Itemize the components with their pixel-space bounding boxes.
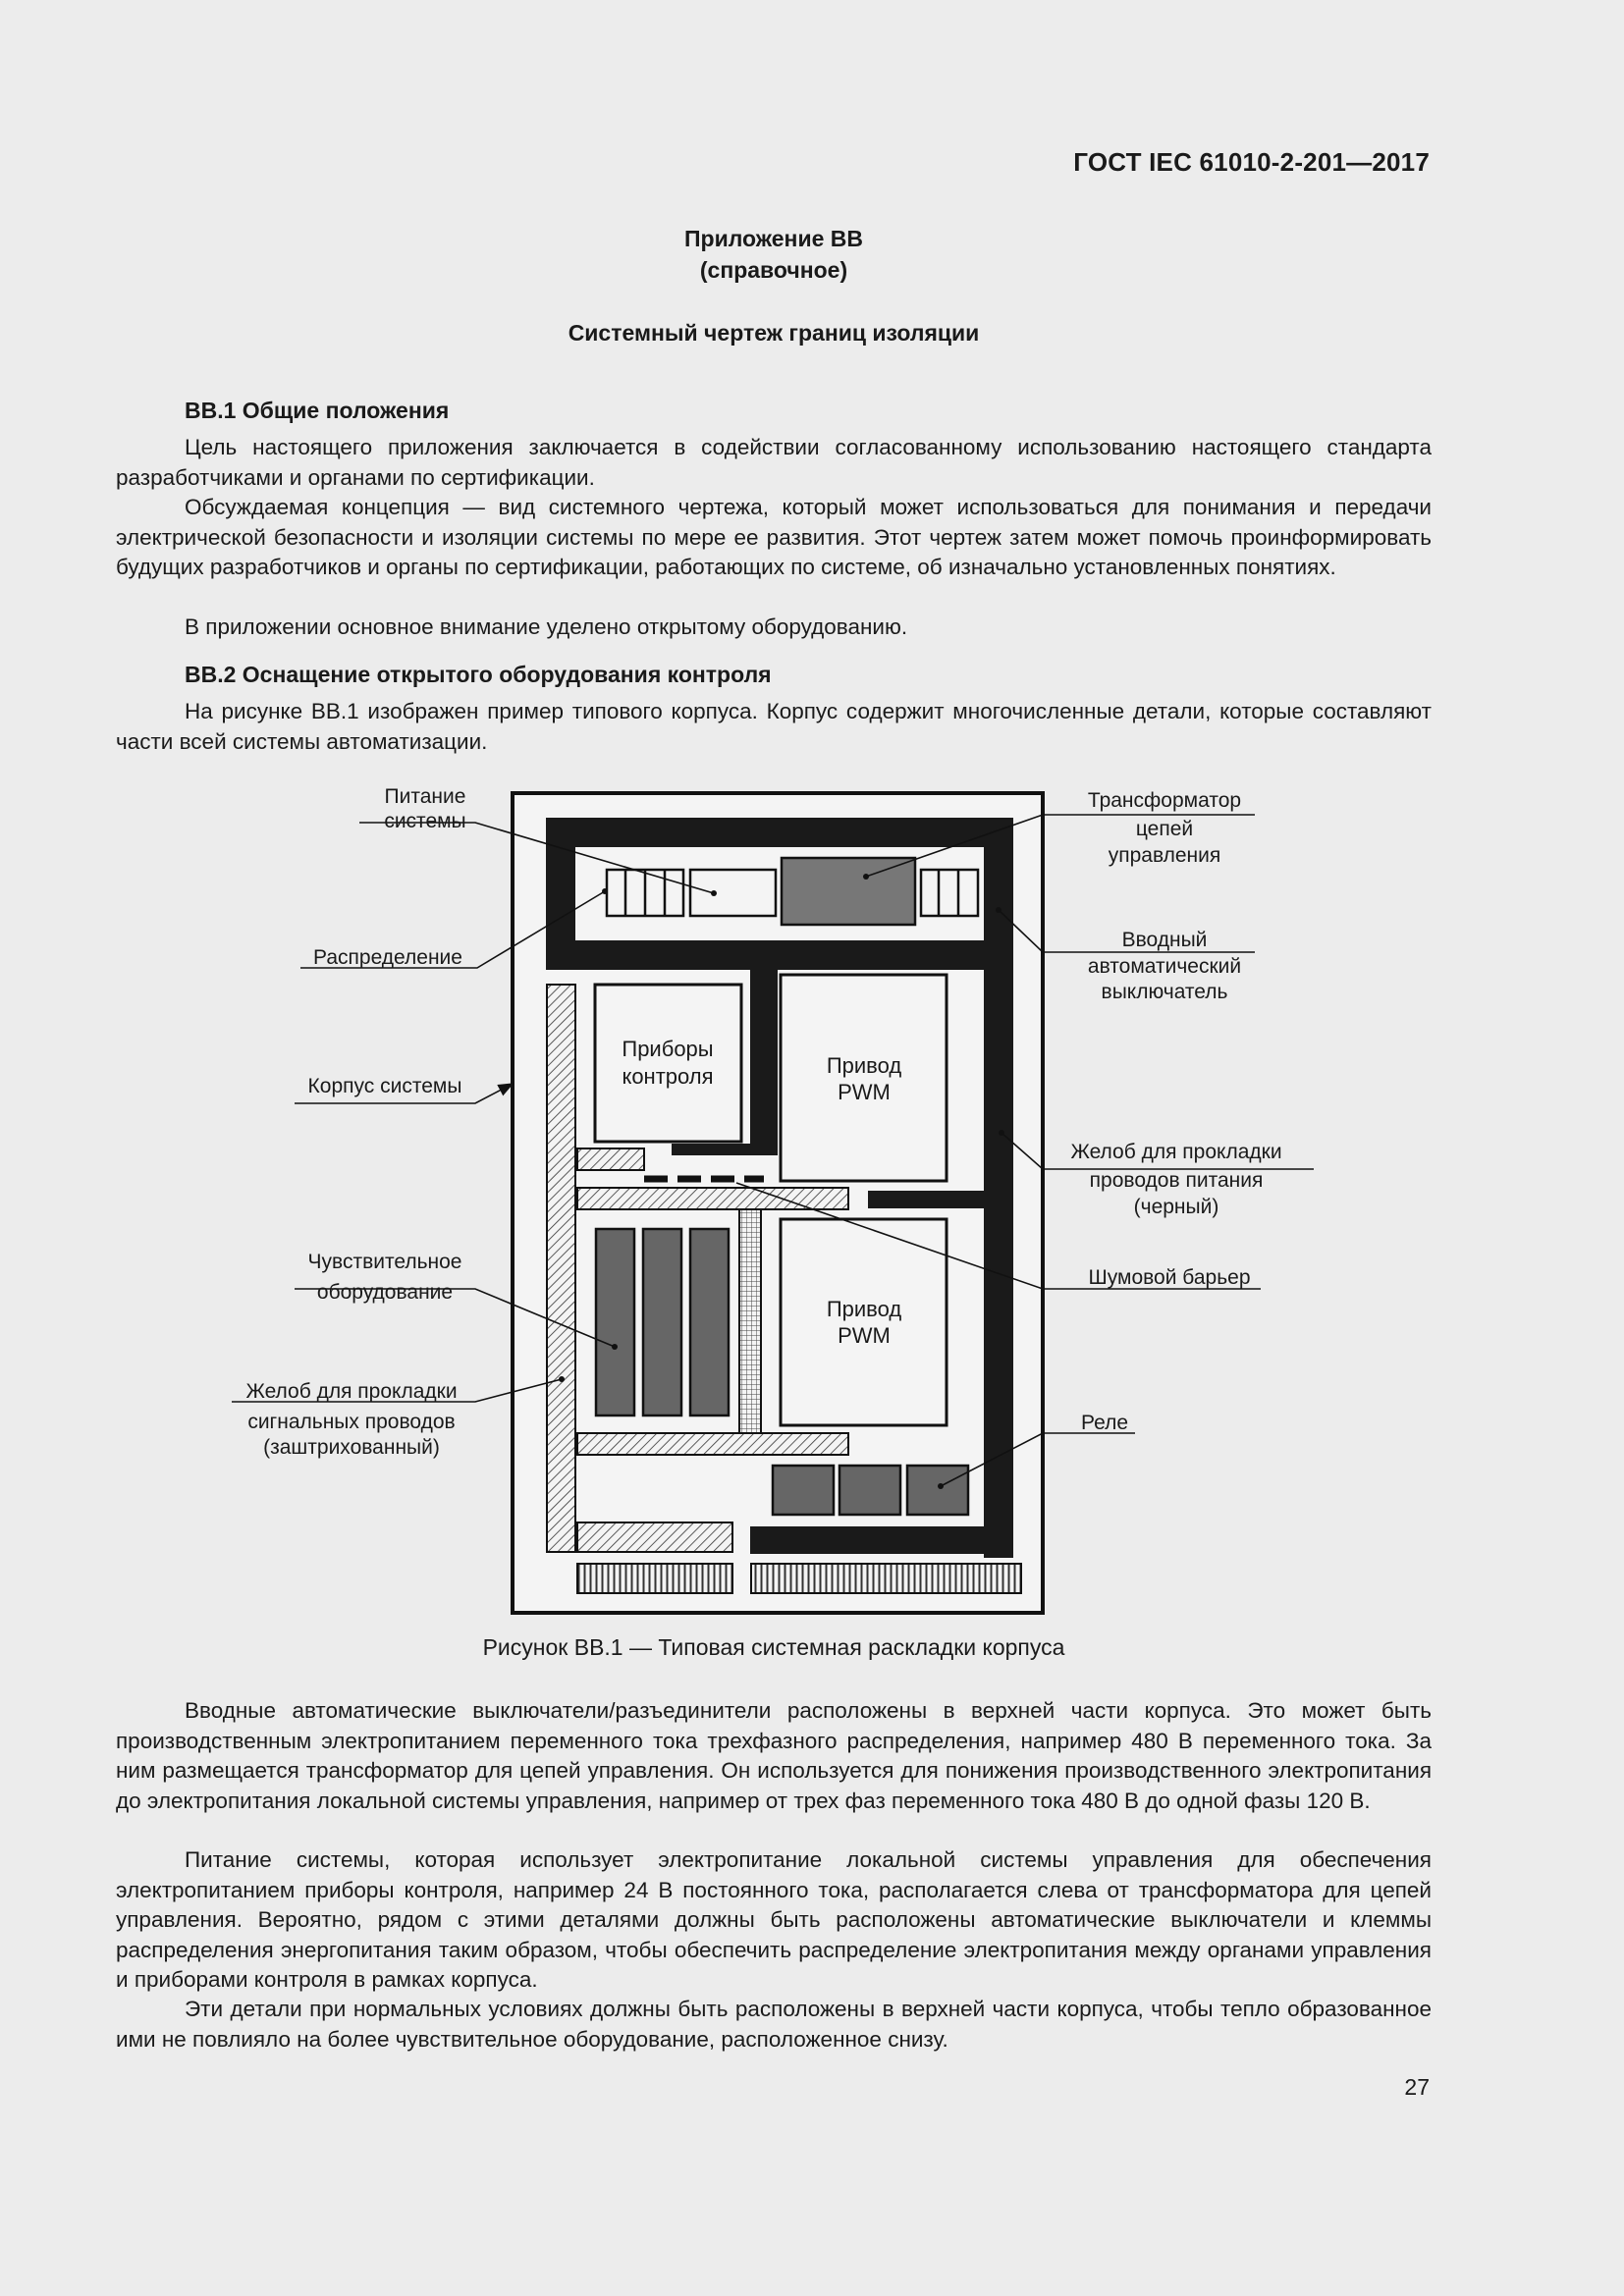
label-transformer: Трансформатор [1087, 789, 1242, 812]
label-transformer: управления [1108, 844, 1221, 867]
page-number: 27 [1404, 2074, 1430, 2100]
paragraph: Питание системы, которая использует электропитание локальной системы управления для обеспечения электропитанием приборы контроля, например 24 В постоянного тока, располагается слева от трансформатора для цепей управления. Вероятно, рядом с этими деталями должны быть расположены автоматические выключатели и клеммы распределения энергопитания таким образом, чтобы обеспечить распределение электропитания между органами управления и приборами контроля в рамках корпуса. [116, 1847, 1432, 1992]
pwm-drive-top [781, 975, 947, 1181]
label-relay: Реле [1081, 1412, 1128, 1434]
annex-subject: Системный чертеж границ изоляции [568, 320, 980, 346]
relays [773, 1466, 968, 1515]
section-bb2-title: ВВ.2 Оснащение открытого оборудования контроля [185, 662, 772, 687]
label-power-duct: (черный) [1133, 1196, 1219, 1218]
paragraph: В приложении основное внимание уделено открытому оборудованию. [185, 614, 908, 639]
paragraph: Цель настоящего приложения заключается в содействии согласованному использованию настоящего стандарта разработчиками и органами по сертификации. [116, 435, 1432, 490]
pwm1-label-2: PWM [838, 1080, 891, 1104]
pwm1-label-1: Привод [826, 1053, 902, 1078]
label-power: системы [384, 810, 466, 832]
annex-type: (справочное) [699, 257, 848, 283]
label-signal-duct: сигнальных проводов [247, 1411, 456, 1433]
label-noise-barrier: Шумовой барьер [1088, 1266, 1251, 1289]
paragraph: Обсуждаемая концепция — вид системного чертежа, который может использоваться для понимания и передачи электрической безопасности и изоляции системы по мере ее развития. Этот чертеж затем может помочь проинформировать будущих разработчиков и органы по сертификации, работающих по системе, об изначально установленных понятиях. [116, 495, 1432, 579]
label-sensitive: оборудование [316, 1281, 454, 1304]
document-header: ГОСТ IEC 61010-2-201—2017 [1073, 147, 1430, 177]
label-power: Питание [384, 785, 466, 808]
label-distribution: Распределение [313, 946, 462, 969]
label-breaker: автоматический [1087, 955, 1242, 978]
paragraph: На рисунке ВВ.1 изображен пример типового корпуса. Корпус содержит многочисленные детали, которые составляют части всей системы автоматизации. [116, 699, 1432, 754]
section-bb1-title: ВВ.1 Общие положения [185, 398, 450, 423]
controls-label-1: Приборы [622, 1037, 714, 1061]
label-power-duct: Желоб для прокладки [1070, 1141, 1282, 1163]
control-transformer [782, 858, 915, 925]
terminal-strips [577, 1564, 1021, 1593]
label-signal-duct: Желоб для прокладки [245, 1380, 458, 1403]
paragraph: Вводные автоматические выключатели/разъединители расположены в верхней части корпуса. Это может быть производственным электропитанием переменного тока трехфазного распределения, например 480 В переменного тока. За ним размещается трансформатор для цепей управления. Он используется для понижения производственного электропитания до электропитания локальной системы управления, например от трех фаз переменного тока 480 В до одной фазы 120 В. [116, 1698, 1432, 1813]
pwm2-label-1: Привод [826, 1297, 902, 1321]
label-breaker: выключатель [1101, 981, 1228, 1003]
label-signal-duct: (заштрихованный) [263, 1436, 440, 1459]
figure-caption: Рисунок ВВ.1 — Типовая системная раскладки корпуса [482, 1634, 1065, 1660]
pwm2-label-2: PWM [838, 1323, 891, 1348]
label-transformer: цепей [1135, 818, 1194, 840]
label-power-duct: проводов питания [1089, 1169, 1264, 1192]
sensitive-equipment [596, 1229, 729, 1415]
paragraph: Эти детали при нормальных условиях должны быть расположены в верхней части корпуса, чтобы тепло образованное ими не повлияло на более чувствительное оборудование, расположенное снизу. [116, 1997, 1432, 2052]
label-sensitive: Чувствительное [307, 1251, 462, 1273]
control-instruments-box [595, 985, 741, 1142]
annex-title: Приложение ВВ [683, 226, 863, 251]
label-breaker: Вводный [1121, 929, 1208, 951]
label-enclosure: Корпус системы [307, 1075, 462, 1097]
system-power-supply [690, 870, 776, 916]
controls-label-2: контроля [622, 1064, 714, 1089]
pwm-drive-bottom [781, 1219, 947, 1425]
